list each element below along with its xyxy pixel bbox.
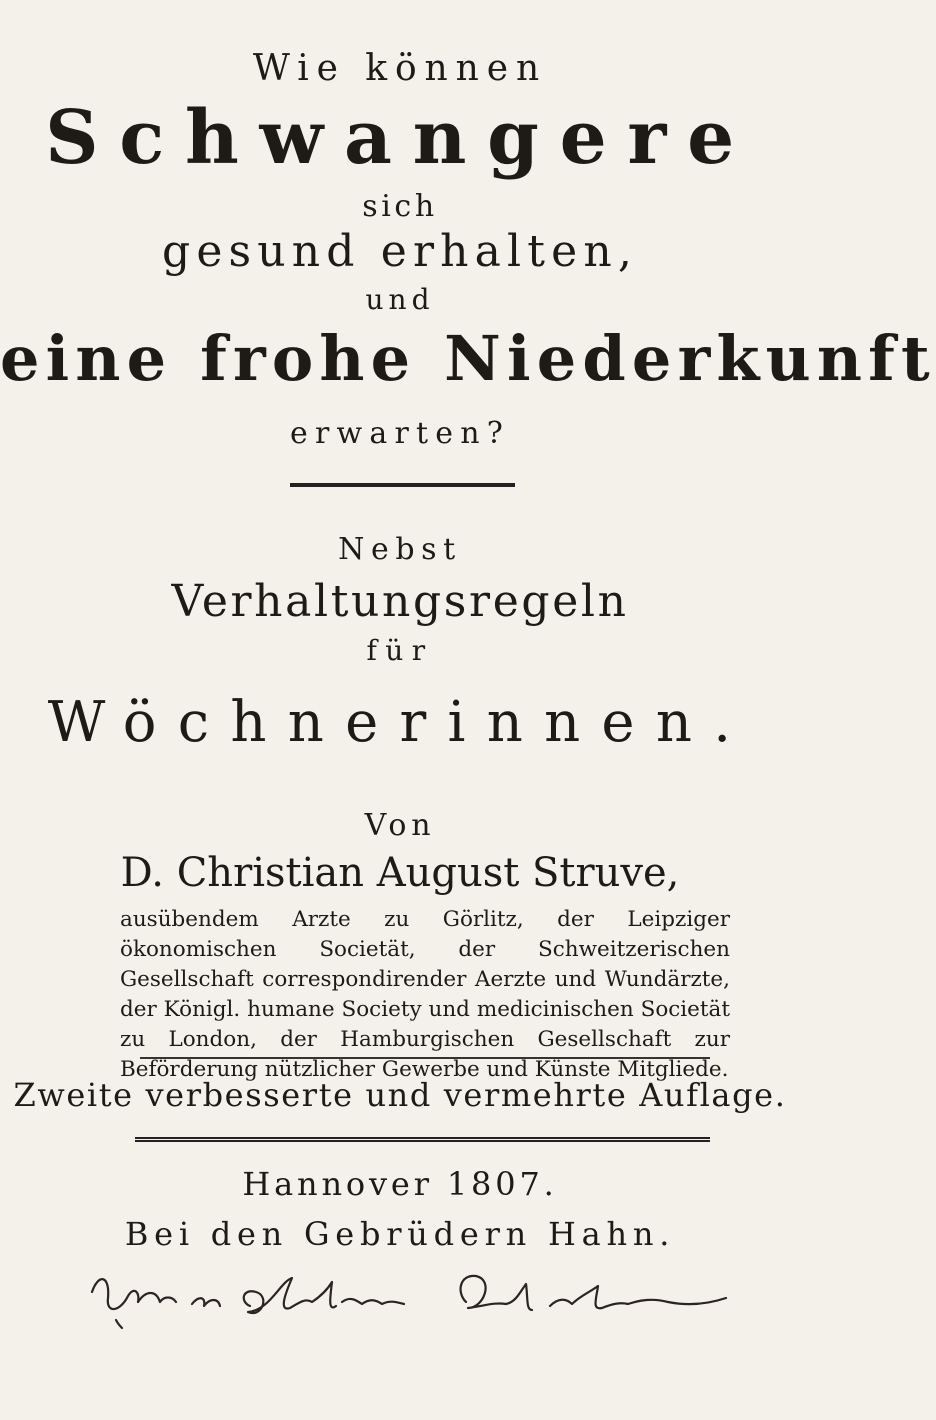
author-description: ausübendem Arzte zu Görlitz, der Leipziger ökonomischen Societät, der Schweitzerischen Gesellschaft correspondirender Aerzte und Wundärzte, der Königl. humane Society und medicinischen Societät zu London, der Hamburgischen Gesellschaft zur Beförderung nützlicher Gewerbe und Künste Mitgliede. xyxy=(120,907,730,1082)
subtitle-nebst: Nebst xyxy=(338,532,462,567)
title-line-schwangere: Schwangere xyxy=(45,95,755,181)
subtitle-woechnerinnen: Wöchnerinnen. xyxy=(47,690,753,755)
subtitle-verhaltungsregeln: Verhaltungsregeln xyxy=(171,576,629,627)
title-line-und: und xyxy=(365,283,435,316)
description-divider-rule xyxy=(140,1057,710,1059)
author-name: D. Christian August Struve, xyxy=(120,850,680,896)
handwritten-signature xyxy=(80,1262,740,1332)
title-line-sich: sich xyxy=(362,189,438,224)
title-line-frohe-niederkunft: eine frohe Niederkunft xyxy=(0,322,936,395)
title-line-wie-koennen: Wie können xyxy=(252,48,548,89)
imprint-publisher: Bei den Gebrüdern Hahn. xyxy=(124,1215,676,1253)
subtitle-fuer: für xyxy=(366,634,434,667)
title-divider-rule xyxy=(290,483,515,487)
edition-statement: Zweite verbesserte und vermehrte Auflage. xyxy=(13,1076,787,1114)
byline-von: Von xyxy=(364,808,436,843)
title-line-gesund-erhalten: gesund erhalten, xyxy=(162,226,638,277)
title-line-erwarten: erwarten? xyxy=(289,416,510,451)
signature-scribble-icon xyxy=(80,1262,740,1332)
imprint-city-year: Hannover 1807. xyxy=(242,1165,558,1203)
imprint-divider-rule xyxy=(135,1137,710,1142)
